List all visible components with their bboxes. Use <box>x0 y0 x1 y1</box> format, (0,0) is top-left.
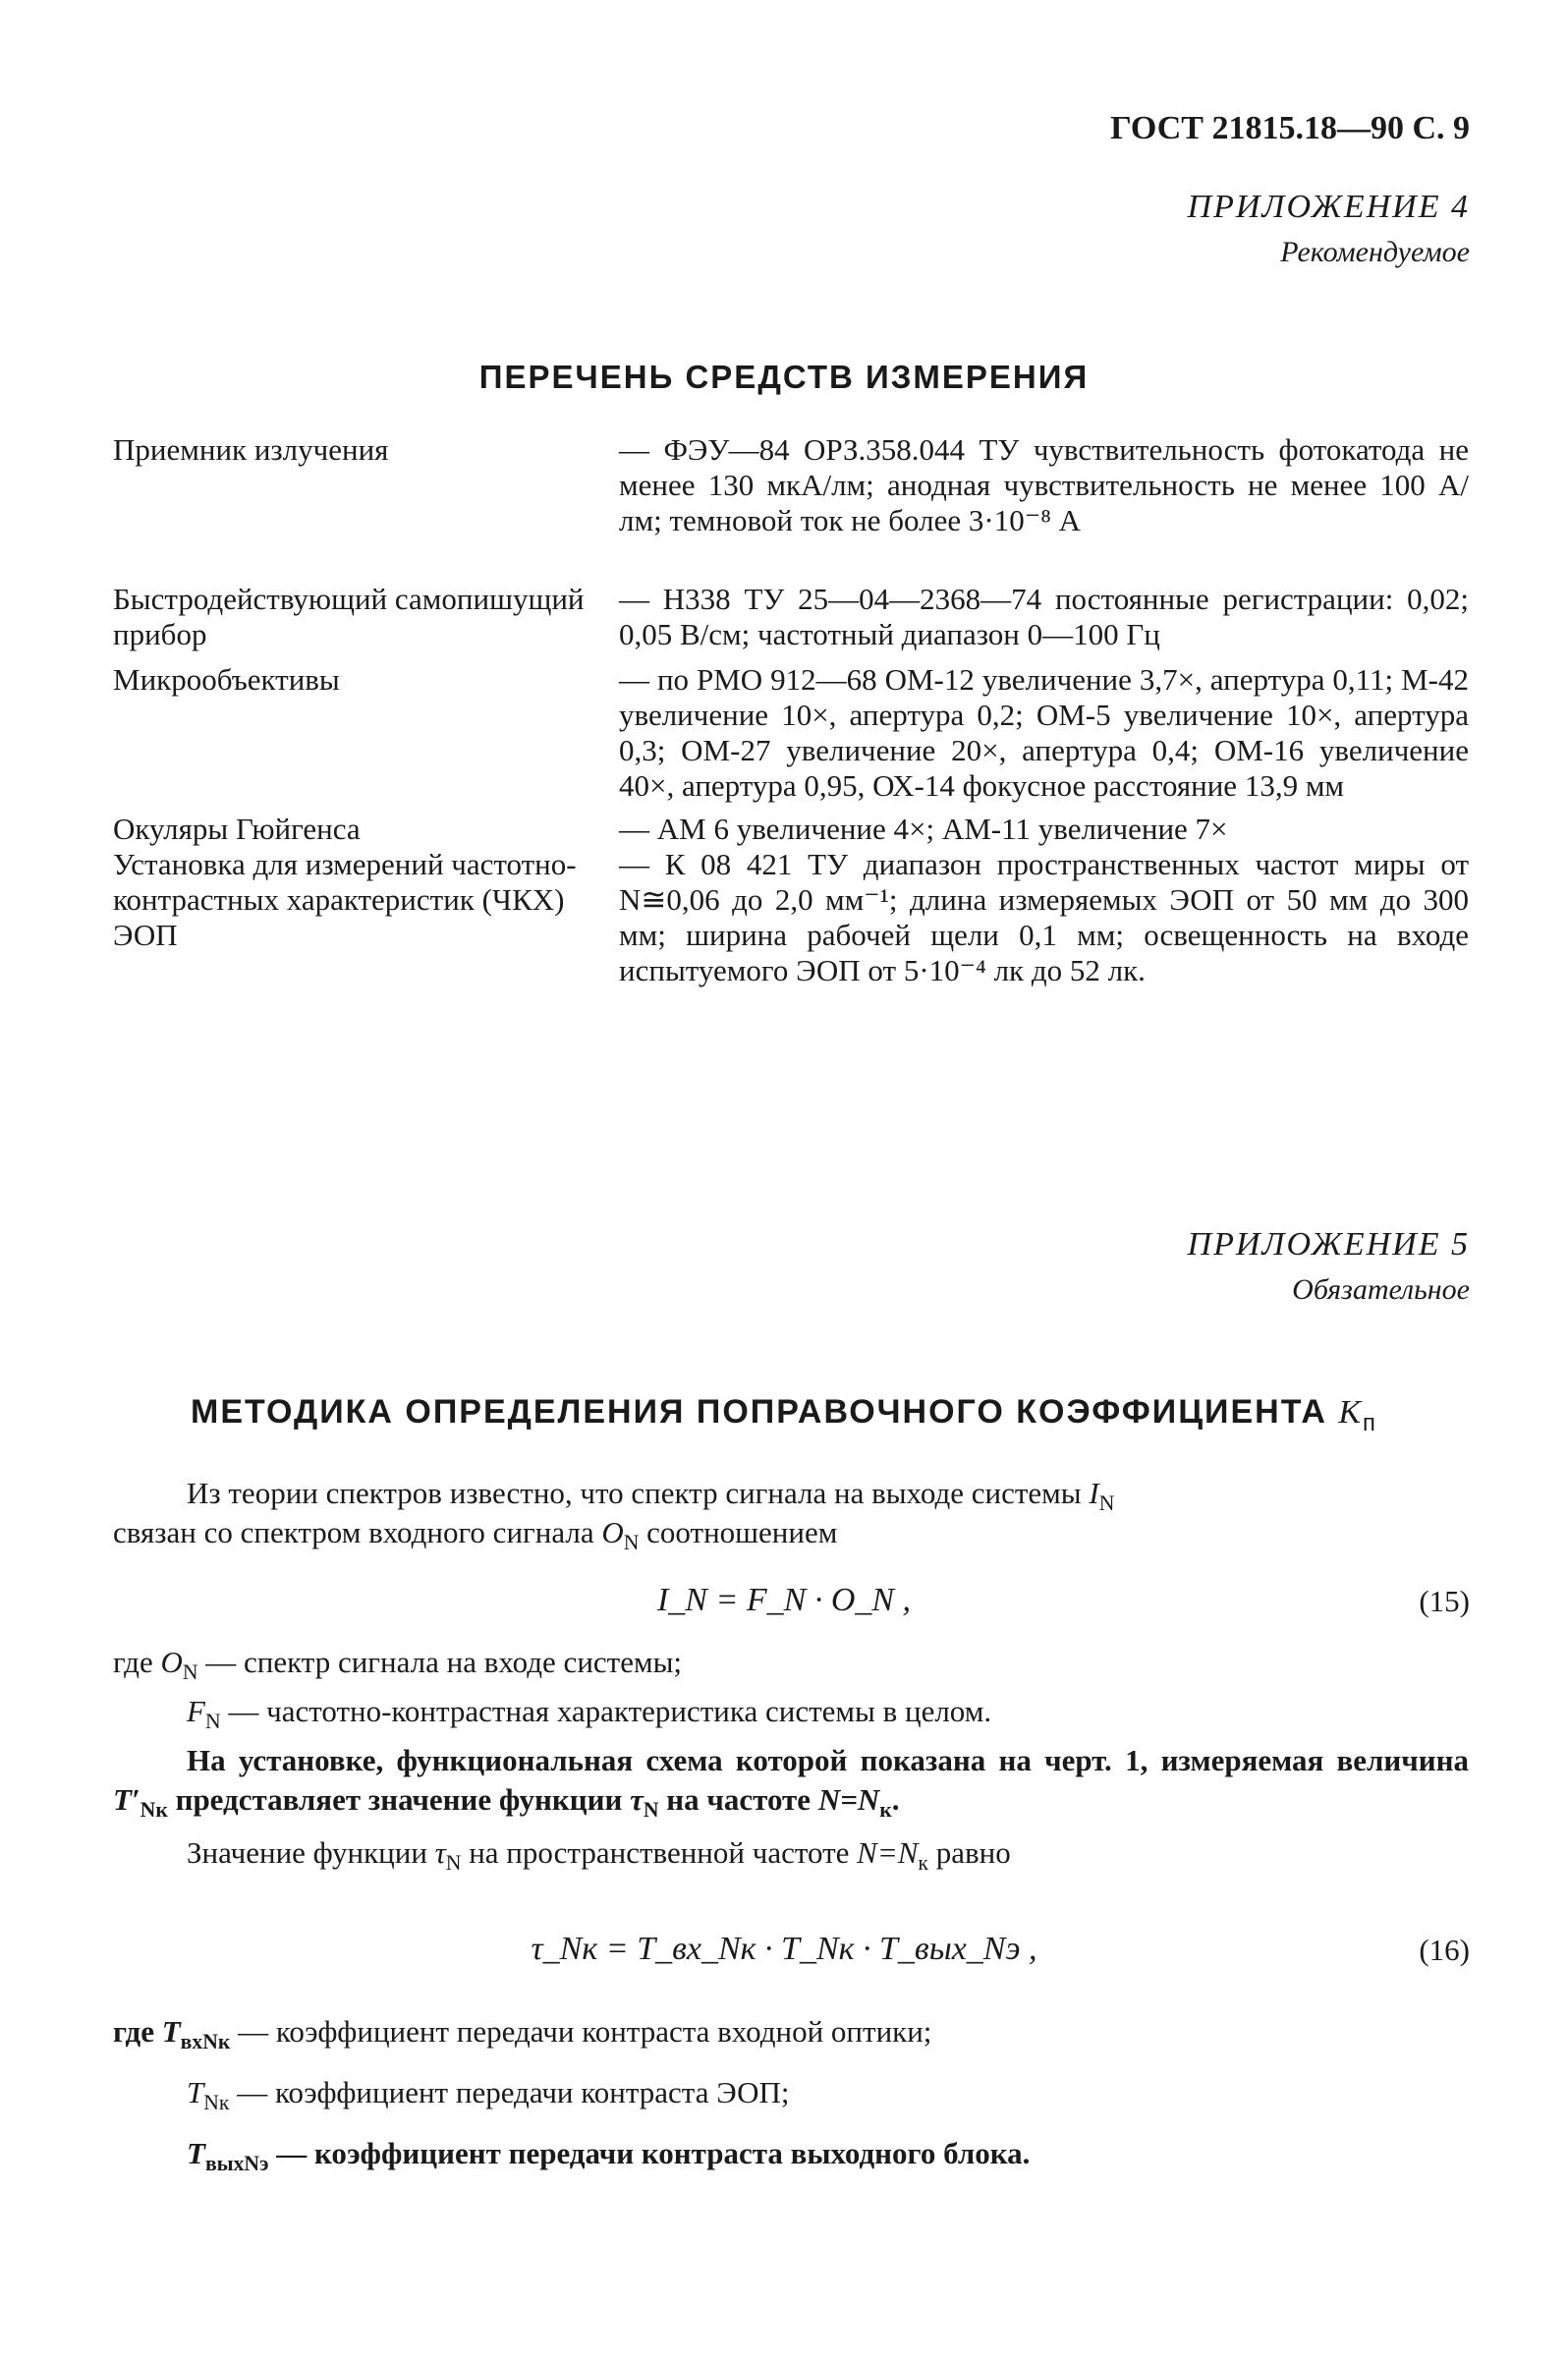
paragraph-text: соотношением <box>646 1515 838 1549</box>
instruments-list <box>113 432 1469 988</box>
instrument-desc: — К 08 421 ТУ диапазон пространственных частот миры от N≅0,06 до 2,0 мм⁻¹; длина измеряемых ЭОП от 50 мм до 300 мм; ширина рабочей щели 0,1 мм; освещенность на входе испытуемого ЭОП от 5·10⁻⁴ лк до 52 лк. <box>619 847 1469 987</box>
symbol: F <box>187 1694 205 1728</box>
paragraph-text: равно <box>935 1835 1011 1870</box>
method-title-symbol: K <box>1338 1394 1364 1431</box>
definition-text: — частотно-контрастная характеристика системы в целом. <box>228 1694 992 1728</box>
symbol-sub: N <box>445 1851 462 1876</box>
paragraph-text: Из теории спектров известно, что спектр сигнала на выходе системы <box>187 1476 1082 1510</box>
instrument-desc: — по РМО 912—68 ОМ-12 увеличение 3,7×, апертура 0,11; М-42 увеличение 10×, апертура 0,2; ОМ-5 увеличение 10×, апертура 0,3; ОМ-27 увеличение 20×, апертура 0,4; ОМ-16 увеличение 40×, апертура 0,95, ОХ-14 фокусное расстояние 13,9 мм <box>619 662 1469 803</box>
definition-text: — коэффициент передачи контраста ЭОП; <box>237 2075 790 2109</box>
method-title-symbol-sub: п <box>1363 1409 1377 1436</box>
method-title-text: МЕТОДИКА ОПРЕДЕЛЕНИЯ ПОПРАВОЧНОГО КОЭФФИЦИЕНТА <box>191 1393 1327 1431</box>
instruments-title: ПЕРЕЧЕНЬ СРЕДСТВ ИЗМЕРЕНИЯ <box>478 359 1090 395</box>
definition-Tvx <box>113 2012 931 2061</box>
definition-text: — коэффициент передачи контраста входной оптики; <box>238 2014 932 2049</box>
symbol: O <box>601 1515 624 1549</box>
method-title <box>0 1393 1568 1437</box>
definition-O <box>113 1643 682 1692</box>
list-item <box>113 582 1469 652</box>
instrument-name: Установка для измерений частотно-контрастных характеристик (ЧКХ) ЭОП <box>113 847 577 952</box>
definition-Tvyh <box>187 2134 1030 2183</box>
instrument-name: Микрообъективы <box>113 662 340 697</box>
equation-16-number: (16) <box>1419 1933 1470 1967</box>
definition-F <box>187 1692 991 1741</box>
method-paragraph-2: На установке, функциональная схема которой показана на черт. 1, измеряемая величина $T'_{Nк}$ представляет значение функции $\tau_N$ на частоте $N=N_к$. <box>113 1743 1469 1823</box>
instrument-desc: — ФЭУ—84 ОРЗ.358.044 ТУ чувствительность фотокатода не менее 130 мкА/лм; анодная чувствительность не менее 100 А/лм; темновой ток не более 3·10⁻⁸ А <box>619 432 1469 537</box>
paragraph-text: связан со спектром входного сигнала <box>113 1515 594 1549</box>
symbol-sub: N <box>204 1710 221 1734</box>
symbol-sub: N <box>643 1798 659 1823</box>
symbol-sub: выхNэ <box>204 2152 269 2176</box>
instrument-name: Быстродействующий самопишущий прибор <box>113 582 585 651</box>
symbol: τ <box>630 1782 644 1817</box>
symbol: T <box>187 2136 205 2170</box>
appendix-5-title: ПРИЛОЖЕНИЕ 5 <box>1187 1226 1470 1263</box>
symbol: τ <box>434 1835 446 1870</box>
list-item <box>113 662 1469 804</box>
instrument-name: Окуляры Гюйгенса <box>113 812 361 846</box>
appendix-4-title: ПРИЛОЖЕНИЕ 4 <box>1187 189 1470 225</box>
instrument-desc: — АМ 6 увеличение 4×; АМ-11 увеличение 7× <box>619 812 1228 846</box>
instrument-desc: — Н338 ТУ 25—04—2368—74 постоянные регистрации: 0,02; 0,05 В/см; частотный диапазон 0—100 Гц <box>619 582 1469 651</box>
symbol-sub: N <box>623 1531 640 1555</box>
symbol: T <box>161 2014 181 2049</box>
page-header: ГОСТ 21815.18—90 С. 9 <box>1110 110 1470 146</box>
symbol: T <box>187 2075 204 2109</box>
symbol-sub: N <box>182 1660 198 1685</box>
symbol-sub: вхNк <box>180 2030 231 2054</box>
paragraph-text: на пространственной частоте <box>469 1835 850 1870</box>
symbol: T′ <box>113 1782 140 1817</box>
list-item <box>113 847 1469 988</box>
paragraph-text: Значение функции <box>187 1835 427 1870</box>
symbol: I <box>1089 1476 1099 1510</box>
symbol-sub: N <box>1098 1491 1115 1516</box>
instrument-name: Приемник излучения <box>113 432 389 467</box>
symbol-sub: к <box>879 1798 892 1823</box>
symbol-sub: Nк <box>140 1798 168 1823</box>
list-item <box>113 812 1469 847</box>
symbol: N=N <box>857 1835 919 1870</box>
appendix-4-status: Рекомендуемое <box>1280 236 1470 268</box>
symbol: O <box>160 1645 183 1679</box>
equation-16: τ_Nк = T_вх_Nк · T_Nк · T_вых_Nэ , <box>531 1931 1037 1967</box>
where-label: где <box>113 2014 154 2049</box>
definition-TN <box>187 2073 789 2122</box>
list-item <box>113 432 1469 538</box>
definition-text: — спектр сигнала на входе системы; <box>205 1645 683 1679</box>
paragraph-text: представляет значение функции <box>175 1782 623 1817</box>
appendix-5-status: Обязательное <box>1292 1273 1470 1306</box>
symbol-sub: к <box>918 1851 928 1876</box>
equation-15: I_N = F_N · O_N , <box>656 1582 912 1618</box>
symbol: N=N <box>817 1782 880 1817</box>
method-paragraph-1b <box>113 1513 1469 1562</box>
method-paragraph-3 <box>113 1833 1469 1883</box>
definition-text: — коэффициент передачи контраста выходного блока. <box>276 2136 1031 2170</box>
equation-15-number: (15) <box>1419 1584 1470 1618</box>
where-label: где <box>113 1645 153 1679</box>
symbol-sub: Nк <box>203 2091 230 2115</box>
paragraph-text: На установке, функциональная схема которой показана на черт. 1, измеряемая величина <box>187 1743 1469 1777</box>
paragraph-text: на частоте <box>666 1782 812 1817</box>
